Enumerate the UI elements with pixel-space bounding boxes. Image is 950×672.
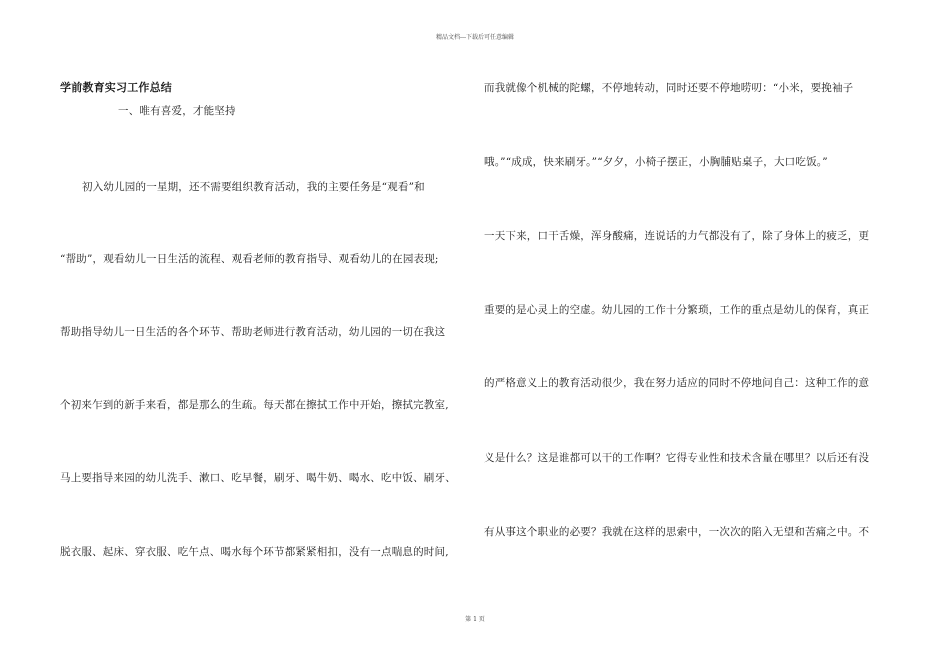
paragraph-line: 重要的是心灵上的空虚。幼儿园的工作十分繁琐，工作的重点是幼儿的保育，真正 (484, 304, 870, 316)
paragraph-line: 哦。”“成成，快来刷牙。”“夕夕，小椅子摆正，小胸脯贴桌子，大口吃饭。” (484, 156, 828, 168)
paragraph-line: 个初来乍到的新手来看，都是那么的生疏。每天都在擦拭工作中开始，擦拭完教室, (60, 399, 449, 411)
section-heading: 一、唯有喜爱，才能坚持 (118, 105, 236, 117)
paragraph-line: 有从事这个职业的必要？我就在这样的思索中，一次次的陷入无望和苦痛之中。不 (484, 526, 870, 538)
paragraph-line: 的严格意义上的教育活动很少，我在努力适应的同时不停地问自己：这种工作的意 (484, 377, 870, 389)
paragraph-line: “帮助”，观看幼儿一日生活的流程、观看老师的教育指导、观看幼儿的在园表现; (60, 253, 439, 265)
paragraph-line: 脱衣服、起床、穿衣服、吃午点、喝水每个环节都紧紧相扣，没有一点喘息的时间, (60, 546, 449, 558)
paragraph-line: 马上要指导来园的幼儿洗手、漱口、吃早餐，刷牙、喝牛奶、喝水、吃中饭、刷牙、 (60, 472, 456, 484)
paragraph-line: 一天下来，口干舌燥，浑身酸痛，连说话的力气都没有了，除了身体上的疲乏，更 (484, 230, 870, 242)
paragraph-line: 初入幼儿园的一星期，还不需要组织教育活动，我的主要任务是“观看”和 (82, 181, 425, 193)
page-header: 精品文档---下载后可任意编辑 (435, 34, 515, 41)
page-footer: 第 1 页 (465, 616, 485, 623)
paragraph-line: 而我就像个机械的陀螺，不停地转动，同时还要不停地唠叨：“小米，要挽袖子 (484, 82, 854, 94)
paragraph-line: 义是什么？这是谁都可以干的工作啊？它得专业性和技术含量在哪里？以后还有没 (484, 452, 870, 464)
paragraph-line: 帮助指导幼儿一日生活的各个环节、帮助老师进行教育活动，幼儿园的一切在我这 (60, 326, 446, 338)
document-title: 学前教育实习工作总结 (60, 81, 172, 94)
